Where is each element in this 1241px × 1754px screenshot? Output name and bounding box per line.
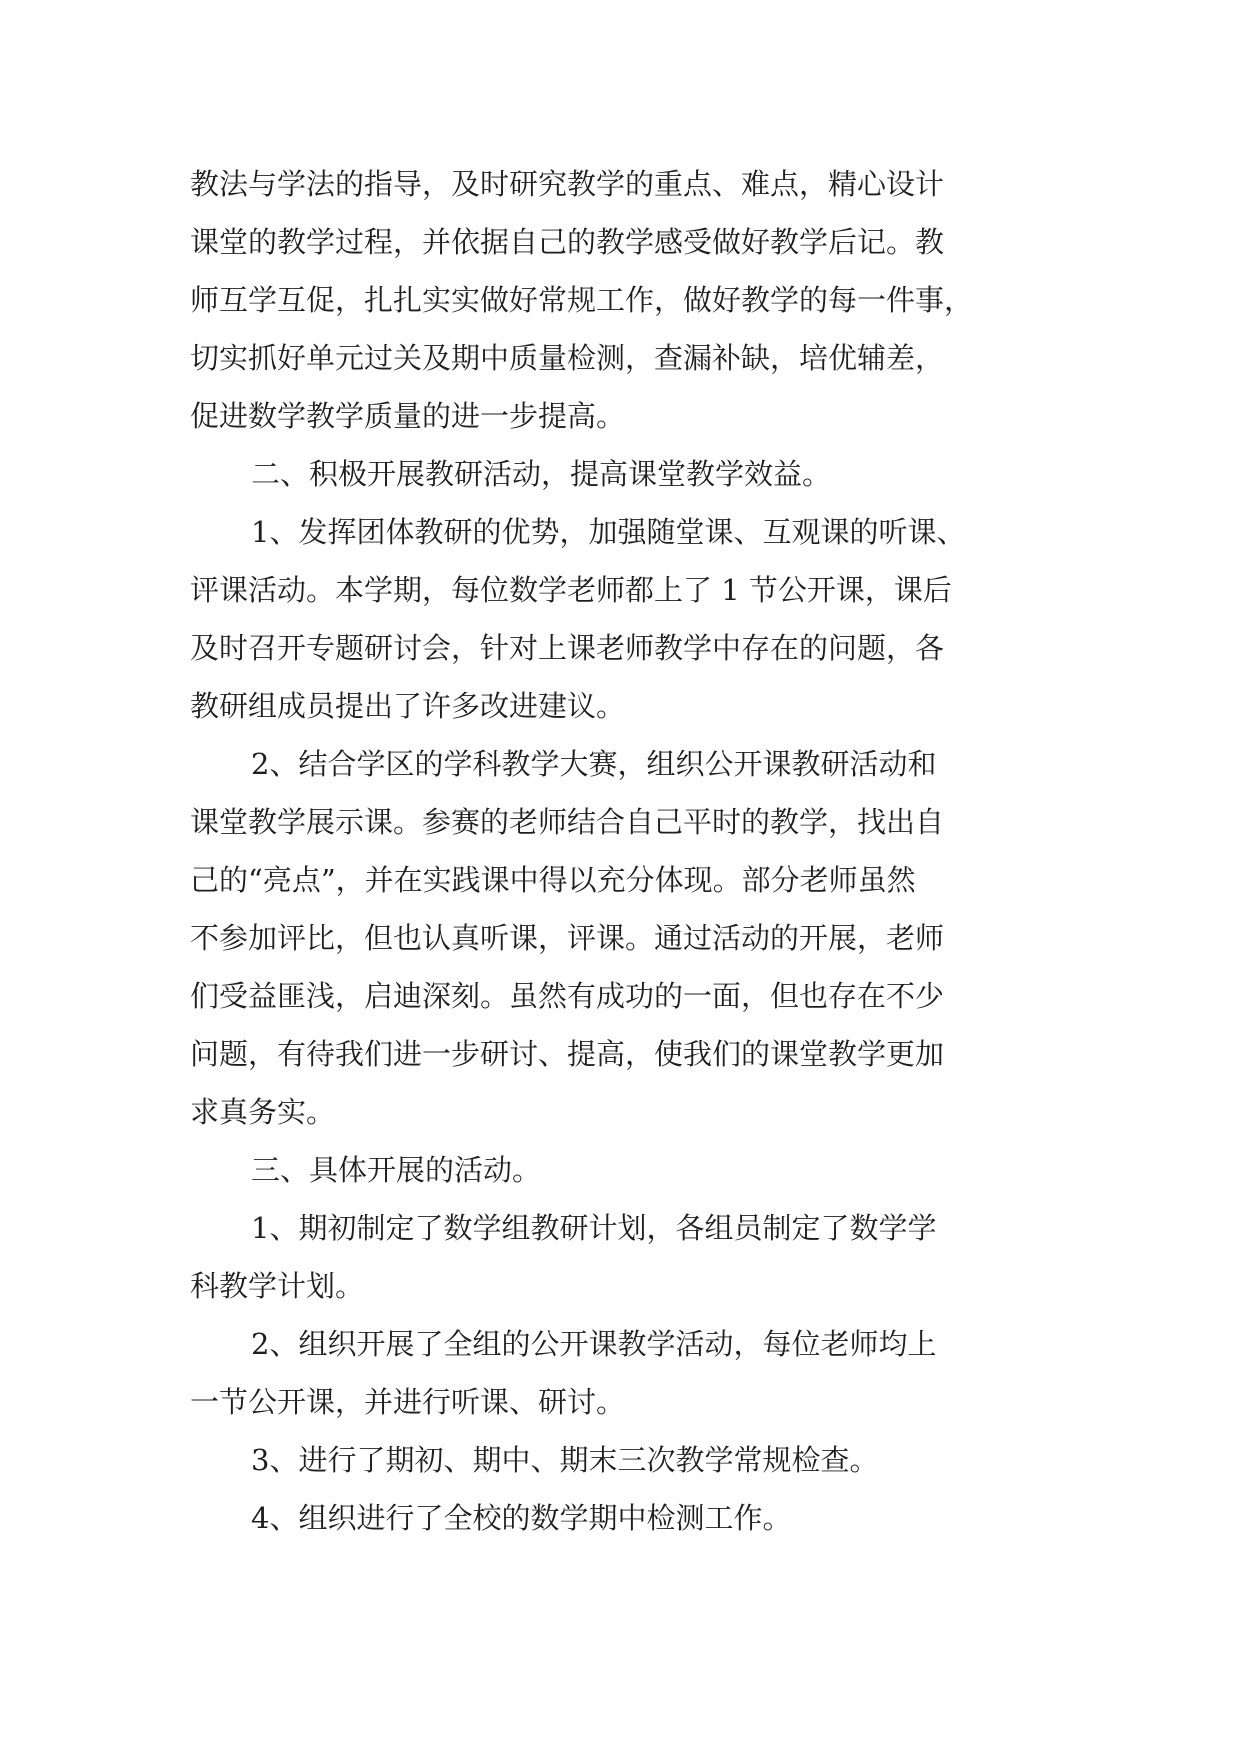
paragraph-line: 及时召开专题研讨会，针对上课老师教学中存在的问题，各 bbox=[190, 631, 945, 665]
list-item: 1、期初制定了数学组教研计划，各组员制定了数学学 bbox=[251, 1211, 937, 1245]
paragraph-line: 2、结合学区的学科教学大赛，组织公开课教研活动和 bbox=[251, 747, 937, 781]
paragraph-line: 评课活动。本学期，每位数学老师都上了 1 节公开课，课后 bbox=[190, 573, 952, 607]
paragraph-line: 切实抓好单元过关及期中质量检测，查漏补缺，培优辅差， bbox=[190, 341, 945, 375]
list-item: 3、进行了期初、期中、期末三次教学常规检查。 bbox=[251, 1443, 879, 1477]
section-heading: 二、积极开展教研活动，提高课堂教学效益。 bbox=[251, 457, 832, 491]
paragraph-line: 促进数学教学质量的进一步提高。 bbox=[190, 399, 626, 433]
paragraph-line: 们受益匪浅，启迪深刻。虽然有成功的一面，但也存在不少 bbox=[190, 979, 945, 1013]
paragraph-line: 求真务实。 bbox=[190, 1095, 336, 1129]
paragraph-line: 不参加评比，但也认真听课，评课。通过活动的开展，老师 bbox=[190, 921, 945, 955]
paragraph-line: 课堂教学展示课。参赛的老师结合自己平时的教学，找出自 bbox=[190, 805, 945, 839]
paragraph-line: 教研组成员提出了许多改进建议。 bbox=[190, 689, 626, 723]
paragraph-line: 1、发挥团体教研的优势，加强随堂课、互观课的听课、 bbox=[251, 515, 966, 549]
paragraph-line: 己的“亮点”，并在实践课中得以充分体现。部分老师虽然 bbox=[190, 863, 916, 897]
paragraph-line: 教法与学法的指导，及时研究教学的重点、难点，精心设计 bbox=[190, 167, 945, 201]
paragraph-line: 问题，有待我们进一步研讨、提高，使我们的课堂教学更加 bbox=[190, 1037, 945, 1071]
section-heading: 三、具体开展的活动。 bbox=[251, 1153, 542, 1187]
list-item-continuation: 一节公开课，并进行听课、研讨。 bbox=[190, 1385, 626, 1419]
paragraph-line: 课堂的教学过程，并依据自己的教学感受做好教学后记。教 bbox=[190, 225, 945, 259]
paragraph-line: 师互学互促，扎扎实实做好常规工作，做好教学的每一件事， bbox=[190, 283, 974, 317]
list-item: 4、组织进行了全校的数学期中检测工作。 bbox=[251, 1501, 792, 1535]
list-item-continuation: 科教学计划。 bbox=[190, 1269, 365, 1303]
list-item: 2、组织开展了全组的公开课教学活动，每位老师均上 bbox=[251, 1327, 937, 1361]
